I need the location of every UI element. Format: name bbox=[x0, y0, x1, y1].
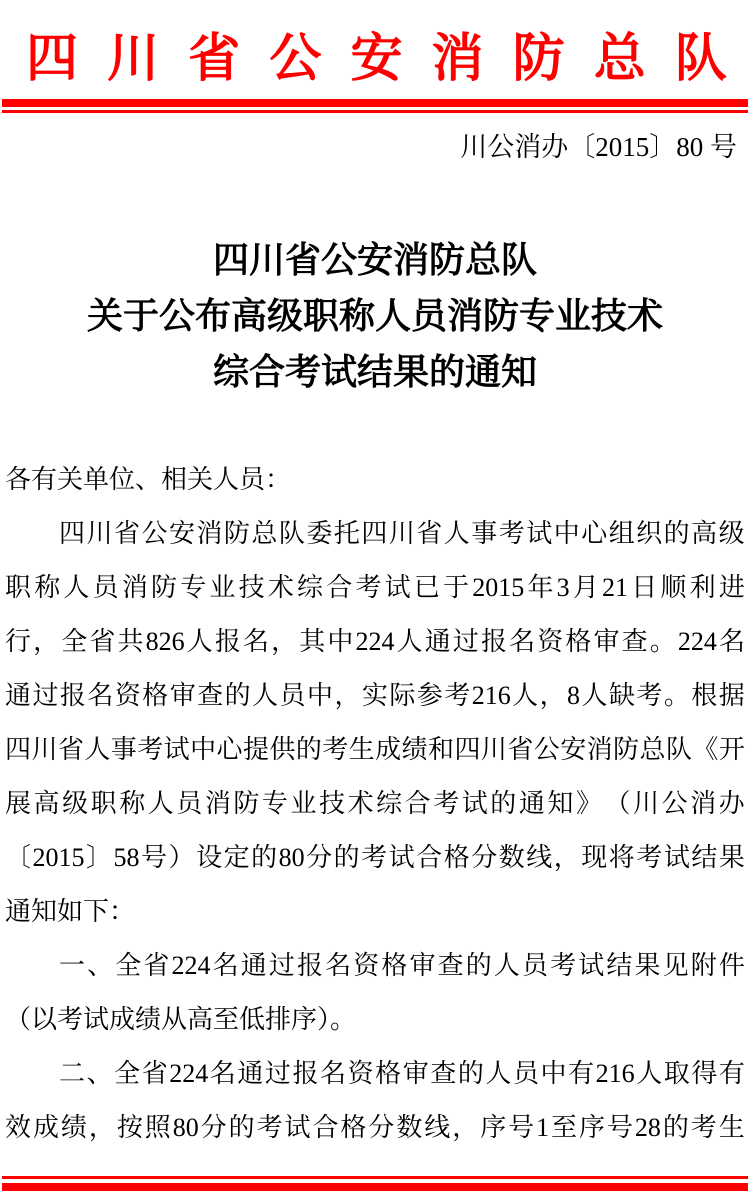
text-token: 通 bbox=[240, 951, 267, 980]
text-token: 考 bbox=[690, 1113, 717, 1142]
document-number: 川公消办〔2015〕80 号 bbox=[460, 132, 737, 162]
text-token: 专 bbox=[261, 789, 288, 818]
text-token: 安 bbox=[168, 519, 195, 548]
text-token: 查 bbox=[197, 681, 224, 710]
text-token: 公 bbox=[661, 789, 688, 818]
text-token: 省 bbox=[143, 951, 170, 980]
text-token: 试 bbox=[663, 843, 690, 872]
text-token: ， bbox=[271, 627, 298, 656]
text-token: 开 bbox=[718, 735, 745, 764]
text-token: 防 bbox=[233, 789, 260, 818]
text-token: 绩 bbox=[60, 1113, 87, 1142]
title-line-3: 综合考试结果的通知 bbox=[212, 352, 537, 392]
text-token: 定 bbox=[223, 843, 250, 872]
text-token: 和 bbox=[428, 735, 455, 764]
text-token: 826 bbox=[145, 627, 185, 656]
title-line-1: 四川省公安消防总队 bbox=[212, 240, 537, 280]
text-token: ， bbox=[334, 681, 361, 710]
text-token: 线 bbox=[526, 843, 553, 872]
text-token: 进 bbox=[718, 573, 745, 602]
text-token: 合 bbox=[312, 1113, 339, 1142]
text-token: 队 bbox=[674, 30, 727, 88]
text-token: 供 bbox=[269, 735, 296, 764]
text-token: 四 bbox=[26, 30, 79, 88]
text-token: 人 bbox=[493, 951, 520, 980]
text-token: 成 bbox=[375, 735, 402, 764]
text-token: 〔 bbox=[5, 843, 32, 872]
text-token: 至 bbox=[551, 1113, 578, 1142]
text-token: 查 bbox=[430, 1059, 457, 1088]
text-token: 高 bbox=[691, 519, 718, 548]
text-token: 设 bbox=[196, 843, 223, 872]
text-token: 省 bbox=[507, 735, 534, 764]
text-token: 的 bbox=[228, 1113, 255, 1142]
body-line bbox=[5, 777, 745, 831]
text-token: 格 bbox=[142, 681, 169, 710]
text-token: 办 bbox=[718, 789, 745, 818]
footer-rule-thin bbox=[2, 1176, 748, 1179]
text-token: 员 bbox=[279, 681, 306, 710]
text-token: 审 bbox=[593, 627, 620, 656]
text-token: 审 bbox=[409, 951, 436, 980]
text-token: 绩 bbox=[401, 735, 428, 764]
text-token: 术 bbox=[267, 573, 294, 602]
text-token: 省 bbox=[141, 1059, 168, 1088]
text-token: 的 bbox=[295, 735, 322, 764]
text-token: 224 bbox=[355, 627, 395, 656]
text-token: 综 bbox=[297, 573, 324, 602]
body-line bbox=[5, 507, 745, 561]
text-token: 考 bbox=[137, 735, 164, 764]
text-token: 技 bbox=[238, 573, 265, 602]
text-token: 合 bbox=[404, 789, 431, 818]
text-token: 总 bbox=[639, 735, 666, 764]
text-token: 过 bbox=[452, 627, 479, 656]
body-line-salutation: 各有关单位、相关人员： bbox=[5, 465, 292, 494]
text-token: 名 bbox=[509, 627, 536, 656]
text-token: 试 bbox=[284, 1113, 311, 1142]
text-token: 考 bbox=[636, 843, 663, 872]
text-token: 资 bbox=[347, 1059, 374, 1088]
text-token: 通 bbox=[237, 1059, 264, 1088]
text-token: 考 bbox=[498, 519, 525, 548]
text-token: 川 bbox=[107, 30, 160, 88]
text-token: 月 bbox=[572, 573, 599, 602]
text-token: 考 bbox=[444, 681, 471, 710]
text-token: 结 bbox=[606, 951, 633, 980]
text-token: 见 bbox=[662, 951, 689, 980]
text-token: 顺 bbox=[660, 573, 687, 602]
text-token: 中 bbox=[553, 519, 580, 548]
text-token: 一 bbox=[59, 951, 86, 980]
body-line bbox=[5, 561, 745, 615]
text-token: 格 bbox=[443, 843, 470, 872]
text-token: 果 bbox=[718, 843, 745, 872]
text-token: 附 bbox=[690, 951, 717, 980]
text-token: 考 bbox=[636, 681, 663, 710]
text-token: 人 bbox=[443, 519, 470, 548]
text-token: 。 bbox=[649, 627, 676, 656]
text-token: 人 bbox=[252, 681, 279, 710]
letterhead-agency-name bbox=[26, 21, 727, 88]
text-token: 委 bbox=[306, 519, 333, 548]
body-line bbox=[5, 831, 745, 885]
text-token: 技 bbox=[319, 789, 346, 818]
text-token: 试 bbox=[388, 843, 415, 872]
text-token: 年 bbox=[527, 573, 554, 602]
text-token: 队 bbox=[665, 735, 692, 764]
text-token: 省 bbox=[57, 735, 84, 764]
text-token: 生 bbox=[348, 735, 375, 764]
text-token: 全 bbox=[115, 951, 142, 980]
text-token: 序 bbox=[480, 1113, 507, 1142]
text-token: 省 bbox=[416, 519, 443, 548]
document-body bbox=[5, 453, 745, 1155]
text-token: 队 bbox=[278, 519, 305, 548]
text-token: 消 bbox=[204, 789, 231, 818]
text-token: 业 bbox=[209, 573, 236, 602]
text-token: 公 bbox=[269, 30, 322, 88]
text-token: 消 bbox=[196, 519, 223, 548]
text-token: 考 bbox=[361, 843, 388, 872]
text-token: 员 bbox=[176, 789, 203, 818]
text-token: 四 bbox=[361, 519, 388, 548]
text-token: 报 bbox=[296, 951, 323, 980]
text-token: 考 bbox=[355, 573, 382, 602]
text-token: 试 bbox=[163, 735, 190, 764]
text-token: 名 bbox=[325, 951, 352, 980]
text-token: 80 bbox=[172, 1113, 199, 1142]
text-token: 通 bbox=[5, 681, 32, 710]
text-token: 8 bbox=[567, 681, 581, 710]
text-token: 据 bbox=[718, 681, 745, 710]
text-token: 资 bbox=[537, 627, 564, 656]
text-token: 高 bbox=[33, 789, 60, 818]
text-token: 防 bbox=[512, 30, 565, 88]
text-token: 2015 bbox=[32, 843, 85, 872]
text-token: 员 bbox=[521, 951, 548, 980]
text-token: 3 bbox=[556, 573, 570, 602]
text-token: 中 bbox=[540, 1059, 567, 1088]
text-token: 审 bbox=[169, 681, 196, 710]
text-token: 件 bbox=[718, 951, 745, 980]
text-token: 224 bbox=[169, 1059, 209, 1088]
text-token: 成 bbox=[32, 1113, 59, 1142]
text-token: 组 bbox=[608, 519, 635, 548]
text-token: 中 bbox=[306, 681, 333, 710]
text-token: 级 bbox=[62, 789, 89, 818]
text-token: 川 bbox=[633, 789, 660, 818]
text-token: 照 bbox=[144, 1113, 171, 1142]
text-token: 查 bbox=[621, 627, 648, 656]
text-token: 格 bbox=[340, 1113, 367, 1142]
text-token: 利 bbox=[689, 573, 716, 602]
text-token: 省 bbox=[188, 30, 241, 88]
text-token: 号 bbox=[606, 1113, 633, 1142]
text-token: 四 bbox=[454, 735, 481, 764]
text-token: 消 bbox=[121, 573, 148, 602]
text-token: 报 bbox=[214, 627, 241, 656]
text-token: 省 bbox=[89, 627, 116, 656]
body-line bbox=[5, 615, 745, 669]
text-token: 人 bbox=[396, 627, 423, 656]
body-line-item-2 bbox=[5, 1047, 745, 1101]
text-token: 已 bbox=[413, 573, 440, 602]
text-token: 号 bbox=[141, 843, 168, 872]
text-token: 省 bbox=[113, 519, 140, 548]
footer-rule-thick bbox=[2, 1183, 748, 1191]
text-token: 称 bbox=[34, 573, 61, 602]
text-token: 日 bbox=[631, 573, 658, 602]
text-token: 称 bbox=[119, 789, 146, 818]
text-token: 取 bbox=[663, 1059, 690, 1088]
text-token: 名 bbox=[320, 1059, 347, 1088]
text-token: 考 bbox=[550, 951, 577, 980]
text-token: 事 bbox=[471, 519, 498, 548]
text-token: 的 bbox=[465, 951, 492, 980]
body-line-item-1 bbox=[5, 939, 745, 993]
text-token: 果 bbox=[634, 951, 661, 980]
text-token: 员 bbox=[512, 1059, 539, 1088]
text-token: 的 bbox=[663, 519, 690, 548]
letterhead-rule-thin bbox=[2, 110, 748, 113]
text-token: 《 bbox=[692, 735, 719, 764]
text-token: 综 bbox=[376, 789, 403, 818]
text-token: 人 bbox=[63, 573, 90, 602]
text-token: 消 bbox=[431, 30, 484, 88]
text-token: 二 bbox=[59, 1059, 86, 1088]
text-token: 心 bbox=[581, 519, 608, 548]
text-token: 总 bbox=[251, 519, 278, 548]
text-token: 结 bbox=[691, 843, 718, 872]
text-token: 224 bbox=[171, 951, 211, 980]
text-token: 58 bbox=[113, 843, 140, 872]
text-token: 提 bbox=[242, 735, 269, 764]
text-token: 试 bbox=[526, 519, 553, 548]
text-token: 缺 bbox=[608, 681, 635, 710]
text-token: 合 bbox=[326, 573, 353, 602]
text-token: 公 bbox=[141, 519, 168, 548]
text-token: 数 bbox=[498, 843, 525, 872]
text-token: 分 bbox=[471, 843, 498, 872]
text-token: 格 bbox=[375, 1059, 402, 1088]
text-token: 资 bbox=[353, 951, 380, 980]
text-token: 公 bbox=[533, 735, 560, 764]
text-token: 号 bbox=[508, 1113, 535, 1142]
text-token: 名 bbox=[242, 627, 269, 656]
text-token: 》 bbox=[575, 789, 602, 818]
text-token: 得 bbox=[691, 1059, 718, 1088]
text-token: 数 bbox=[396, 1113, 423, 1142]
text-token: 四 bbox=[59, 519, 86, 548]
text-token: 消 bbox=[690, 789, 717, 818]
text-token: 名 bbox=[212, 951, 239, 980]
body-line: 通知如下： bbox=[5, 897, 136, 926]
text-token: 参 bbox=[416, 681, 443, 710]
text-token: 效 bbox=[5, 1113, 32, 1142]
text-token: 全 bbox=[61, 627, 88, 656]
text-token: 报 bbox=[59, 681, 86, 710]
text-token: 人 bbox=[581, 681, 608, 710]
body-line: （以考试成绩从高至低排序）。 bbox=[5, 1005, 357, 1034]
text-token: 1 bbox=[536, 1113, 550, 1142]
text-token: 中 bbox=[190, 735, 217, 764]
text-token: 消 bbox=[586, 735, 613, 764]
body-line bbox=[5, 669, 745, 723]
text-token: 人 bbox=[84, 735, 111, 764]
text-token: 的 bbox=[251, 843, 278, 872]
text-token: 根 bbox=[691, 681, 718, 710]
text-token: 川 bbox=[31, 735, 58, 764]
text-token: 合 bbox=[416, 843, 443, 872]
text-token: 术 bbox=[347, 789, 374, 818]
text-token: 通 bbox=[424, 627, 451, 656]
text-token: 的 bbox=[224, 681, 251, 710]
text-token: 报 bbox=[292, 1059, 319, 1088]
text-token: 的 bbox=[457, 1059, 484, 1088]
text-token: 、 bbox=[86, 1059, 113, 1088]
text-token: 的 bbox=[662, 1113, 689, 1142]
text-token: 其 bbox=[299, 627, 326, 656]
text-token: 人 bbox=[147, 789, 174, 818]
text-token: 业 bbox=[290, 789, 317, 818]
text-token: 安 bbox=[350, 30, 403, 88]
text-token: 川 bbox=[480, 735, 507, 764]
text-token: 名 bbox=[209, 1059, 236, 1088]
text-token: 过 bbox=[268, 951, 295, 980]
body-line bbox=[5, 1101, 745, 1155]
text-token: 考 bbox=[256, 1113, 283, 1142]
text-token: 员 bbox=[92, 573, 119, 602]
text-token: 的 bbox=[490, 789, 517, 818]
body-line bbox=[5, 723, 745, 777]
text-token: 专 bbox=[180, 573, 207, 602]
text-token: 通 bbox=[518, 789, 545, 818]
text-token: 于 bbox=[443, 573, 470, 602]
text-token: 全 bbox=[114, 1059, 141, 1088]
text-token: 心 bbox=[216, 735, 243, 764]
text-token: 有 bbox=[718, 1059, 745, 1088]
text-token: 中 bbox=[327, 627, 354, 656]
text-token: 川 bbox=[86, 519, 113, 548]
text-token: 织 bbox=[636, 519, 663, 548]
text-token: 过 bbox=[32, 681, 59, 710]
text-token: 224 bbox=[677, 627, 717, 656]
text-token: 际 bbox=[389, 681, 416, 710]
text-token: 防 bbox=[151, 573, 178, 602]
text-token: 职 bbox=[90, 789, 117, 818]
text-token: 报 bbox=[480, 627, 507, 656]
text-token: ， bbox=[88, 1113, 115, 1142]
text-token: ， bbox=[539, 681, 566, 710]
text-token: 过 bbox=[264, 1059, 291, 1088]
text-token: 展 bbox=[5, 789, 32, 818]
text-token: 将 bbox=[608, 843, 635, 872]
text-token: 试 bbox=[461, 789, 488, 818]
letterhead-rule-thick bbox=[2, 99, 748, 107]
text-token: 知 bbox=[547, 789, 574, 818]
text-token: 。 bbox=[663, 681, 690, 710]
text-token: 安 bbox=[560, 735, 587, 764]
text-token: 现 bbox=[581, 843, 608, 872]
text-token: 试 bbox=[578, 951, 605, 980]
text-token: 的 bbox=[333, 843, 360, 872]
text-token: 考 bbox=[433, 789, 460, 818]
text-token: 人 bbox=[636, 1059, 663, 1088]
text-token: 防 bbox=[223, 519, 250, 548]
text-token: 格 bbox=[565, 627, 592, 656]
text-token: 按 bbox=[116, 1113, 143, 1142]
text-token: 考 bbox=[322, 735, 349, 764]
text-token: 21 bbox=[602, 573, 629, 602]
document-title bbox=[0, 232, 750, 400]
text-token: 名 bbox=[87, 681, 114, 710]
text-token: 序 bbox=[578, 1113, 605, 1142]
text-token: 分 bbox=[306, 843, 333, 872]
text-token: 名 bbox=[718, 627, 745, 656]
text-token: 〕 bbox=[86, 843, 113, 872]
text-token: 共 bbox=[117, 627, 144, 656]
text-token: 216 bbox=[595, 1059, 635, 1088]
text-token: ， bbox=[33, 627, 60, 656]
text-token: 职 bbox=[5, 573, 32, 602]
text-token: 托 bbox=[333, 519, 360, 548]
text-token: 级 bbox=[718, 519, 745, 548]
text-token: 总 bbox=[593, 30, 646, 88]
text-token: 人 bbox=[485, 1059, 512, 1088]
text-token: 查 bbox=[437, 951, 464, 980]
text-token: 资 bbox=[114, 681, 141, 710]
text-token: （ bbox=[604, 789, 631, 818]
text-token: 人 bbox=[512, 681, 539, 710]
text-token: ， bbox=[553, 843, 580, 872]
text-token: 格 bbox=[381, 951, 408, 980]
text-token: 行 bbox=[5, 627, 32, 656]
text-token: ， bbox=[452, 1113, 479, 1142]
text-token: 防 bbox=[613, 735, 640, 764]
text-token: 、 bbox=[87, 951, 114, 980]
text-token: ） bbox=[168, 843, 195, 872]
text-token: 川 bbox=[388, 519, 415, 548]
text-token: 28 bbox=[634, 1113, 661, 1142]
text-token: 2015 bbox=[472, 573, 525, 602]
text-token: 试 bbox=[384, 573, 411, 602]
text-token: 审 bbox=[402, 1059, 429, 1088]
text-token: 216 bbox=[471, 681, 511, 710]
text-token: 有 bbox=[568, 1059, 595, 1088]
text-token: 四 bbox=[5, 735, 32, 764]
text-token: 80 bbox=[278, 843, 305, 872]
text-token: 分 bbox=[200, 1113, 227, 1142]
text-token: 分 bbox=[368, 1113, 395, 1142]
text-token: 实 bbox=[361, 681, 388, 710]
text-token: 生 bbox=[718, 1113, 745, 1142]
text-token: 事 bbox=[110, 735, 137, 764]
title-line-2: 关于公布高级职称人员消防专业技术 bbox=[86, 296, 663, 336]
text-token: 线 bbox=[424, 1113, 451, 1142]
text-token: 人 bbox=[186, 627, 213, 656]
